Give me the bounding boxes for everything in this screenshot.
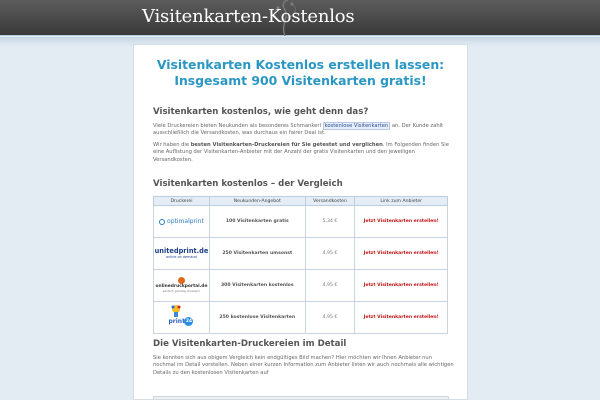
shipping-cell: 5,34 € xyxy=(305,206,355,238)
create-cards-link[interactable]: Jetzt Visitenkarten erstellen! xyxy=(363,251,439,256)
link-cell xyxy=(355,206,448,238)
logo-text: onlinedruckportal.de xyxy=(155,284,208,289)
site-header xyxy=(0,0,600,36)
page-headline xyxy=(134,57,467,89)
optimalprint-logo-icon xyxy=(159,219,165,225)
logo-cell xyxy=(154,238,210,270)
details-paragraph: Sie konnten sich aus obigem Vergleich kein endgültiges Bild machen? Hier möchten wir Ihnen Anbieter nun nochmal im Detail vorstellen. Neben einer kurzen Information zum Anbieter listen wir auch nochmals alle wichtigen Details zu den kostenlosen Visitenkarten auf xyxy=(153,355,454,376)
provider-detail-box xyxy=(153,396,449,400)
logo-cell xyxy=(154,270,210,302)
main-content xyxy=(133,44,468,400)
offer-cell: 100 Visitenkarten gratis xyxy=(209,206,305,238)
headline-line-2: Insgesamt 900 Visitenkarten gratis! xyxy=(174,73,427,88)
comparison-intro-text-1: Wir haben die xyxy=(153,142,191,148)
offer-cell: 300 Visitenkarten kostenlos xyxy=(209,270,305,302)
logo-subtext: online on demand xyxy=(166,254,197,259)
table-header-row xyxy=(154,197,448,206)
link-cell xyxy=(355,302,448,334)
col-header-link: Link zum Anbieter xyxy=(355,197,448,206)
section-title-details: Die Visitenkarten-Druckereien im Detail xyxy=(153,339,347,349)
offer-cell: 250 Visitenkarten umsonst xyxy=(209,238,305,270)
logo-text: print xyxy=(168,317,185,325)
onlinedruckportal-logo[interactable] xyxy=(154,277,209,294)
table-row xyxy=(154,270,448,302)
unitedprint-logo[interactable] xyxy=(155,248,209,260)
table-row xyxy=(154,206,448,238)
create-cards-link[interactable]: Jetzt Visitenkarten erstellen! xyxy=(363,315,439,320)
link-cell xyxy=(355,270,448,302)
site-title[interactable]: Visitenkarten-Kostenlos xyxy=(142,6,355,27)
print24-logo[interactable] xyxy=(168,304,194,330)
table-row xyxy=(154,302,448,334)
logo-cell xyxy=(154,206,210,238)
intro-text-2: an. Der Kunde zahlt ausschließlich die Versandkosten, was durchaus ein fairer Deal ist. xyxy=(153,123,444,137)
print24-mascot-icon xyxy=(169,304,183,318)
shipping-cell: 4,95 € xyxy=(305,302,355,334)
col-header-versandkosten: Versandkosten xyxy=(305,197,355,206)
shipping-cell: 4,95 € xyxy=(305,270,355,302)
section-title-how: Visitenkarten kostenlos, wie geht denn das? xyxy=(153,107,369,117)
intro-paragraph xyxy=(153,123,455,138)
col-header-druckerei: Druckerei xyxy=(154,197,210,206)
comparison-intro-text-2: . Im Folgenden finden Sie eine Auflistung der Visitenkarten-Anbieter mit der Anzahl der gratis Visitenkarten und den jeweiligen Versandkosten. xyxy=(153,142,449,163)
section-title-comparison: Visitenkarten kostenlos – der Vergleich xyxy=(153,179,343,189)
table-row xyxy=(154,238,448,270)
comparison-intro-bold: besten Visitenkarten-Druckereien für Sie getestet und verglichen xyxy=(190,142,383,148)
logo-badge: 24 xyxy=(185,318,193,324)
create-cards-link[interactable]: Jetzt Visitenkarten erstellen! xyxy=(363,219,439,224)
kostenlose-visitenkarten-link[interactable]: kostenlose Visitenkarten xyxy=(324,123,389,129)
link-cell xyxy=(355,238,448,270)
logo-text: unitedprint.de xyxy=(154,246,209,255)
headline-line-1: Visitenkarten Kostenlos erstellen lassen: xyxy=(156,57,445,72)
logo-text: optimalprint xyxy=(167,218,204,225)
optimalprint-logo[interactable] xyxy=(159,218,204,225)
create-cards-link[interactable]: Jetzt Visitenkarten erstellen! xyxy=(363,283,439,288)
comparison-intro-paragraph xyxy=(153,142,455,164)
onlinedruckportal-logo-icon xyxy=(178,277,185,284)
comparison-table xyxy=(153,196,448,334)
col-header-angebot: Neukunden-Angebot xyxy=(209,197,305,206)
intro-text-1: Viele Druckereien bieten Neukunden als besonderes Schmankerl xyxy=(153,123,323,129)
shipping-cell: 4,95 € xyxy=(305,238,355,270)
logo-cell xyxy=(154,302,210,334)
offer-cell: 250 kostenlose Visitenkarten xyxy=(209,302,305,334)
logo-subtext: einfach günstig drucken! xyxy=(162,289,201,293)
